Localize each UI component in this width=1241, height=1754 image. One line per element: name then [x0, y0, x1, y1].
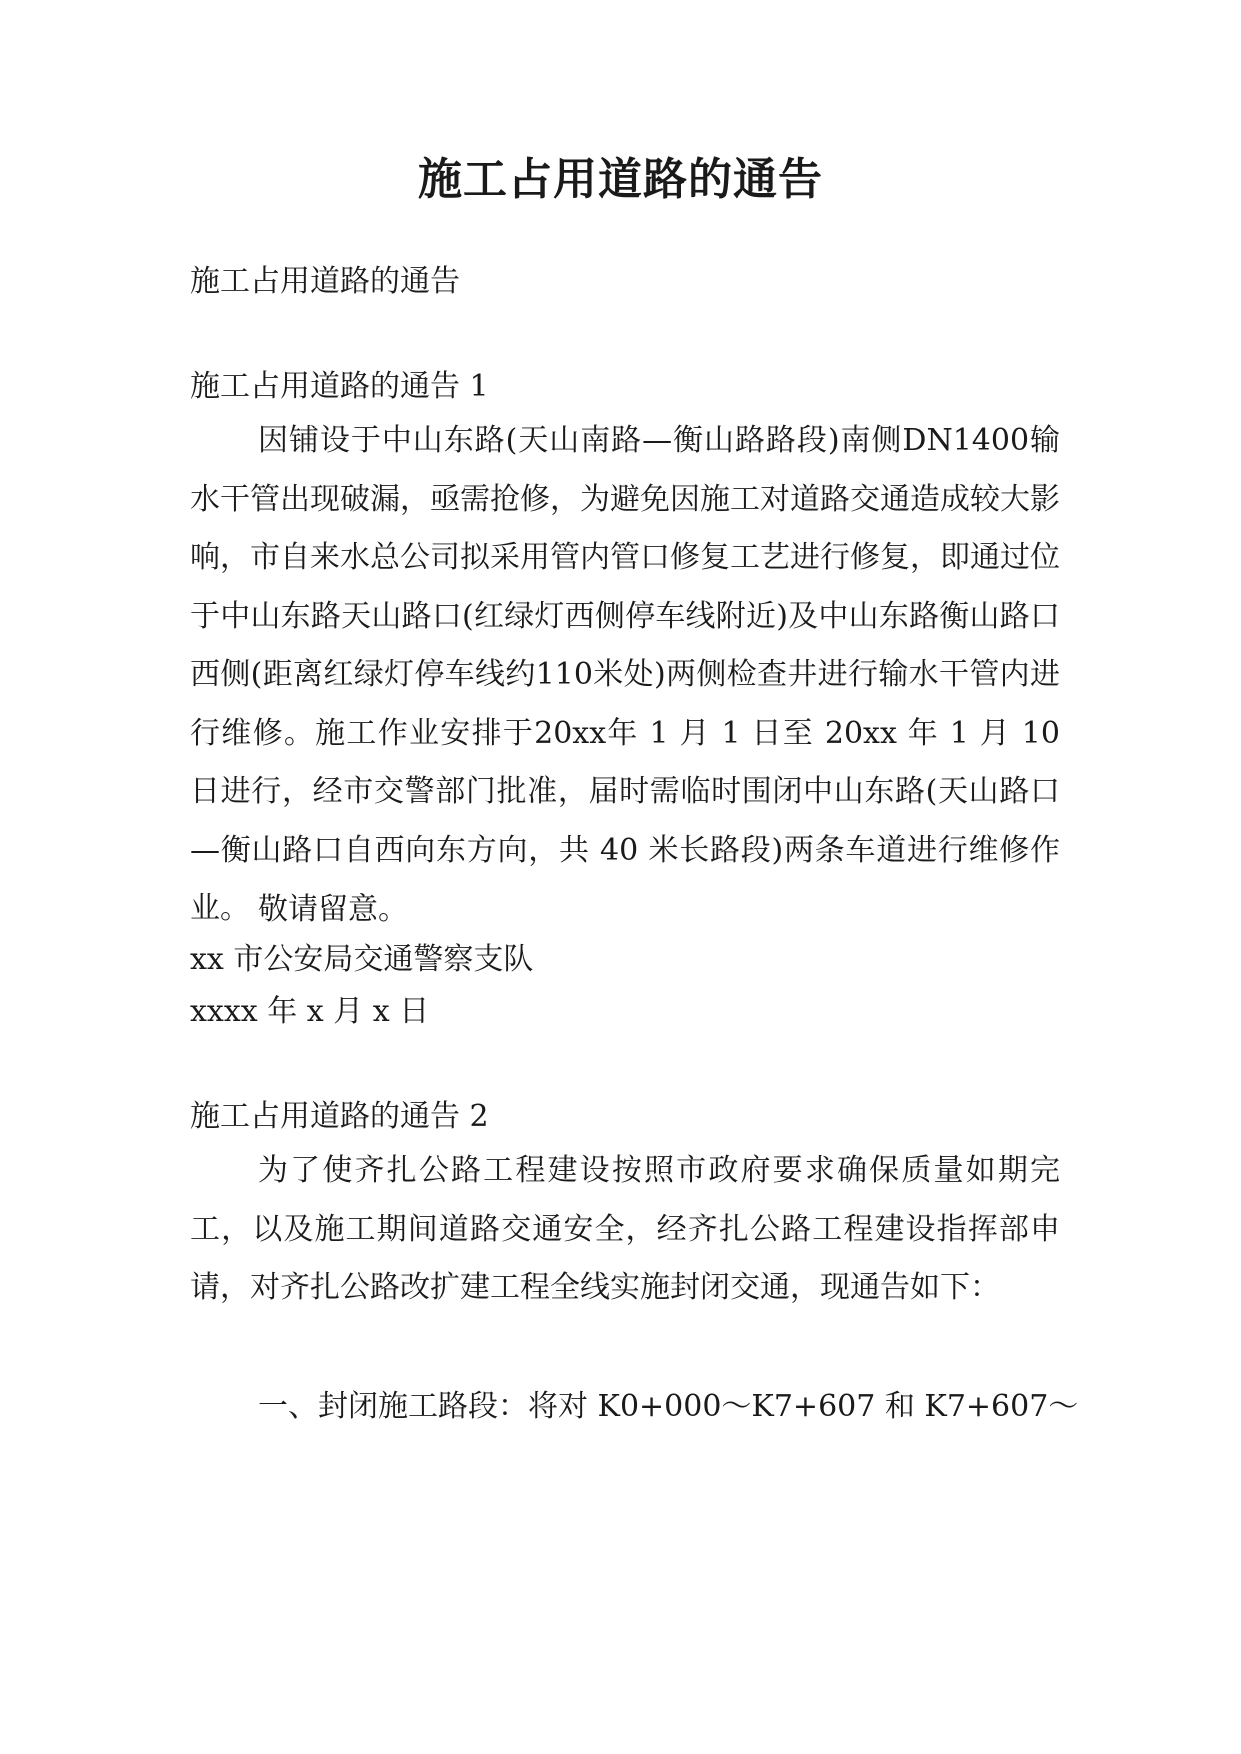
section-1-heading: 施工占用道路的通告 1 [190, 369, 489, 404]
section-2-item-1: 一、封闭施工路段：将对 K0+000～K7+607 和 K7+607～ [258, 1389, 1079, 1424]
section-2-heading: 施工占用道路的通告 2 [190, 1099, 489, 1134]
document-subtitle: 施工占用道路的通告 [190, 264, 460, 299]
section-2-paragraph: 为了使齐扎公路工程建设按照市政府要求确保质量如期完工，以及施工期间道路交通安全，经齐扎公路工程建设指挥部申请，对齐扎公路改扩建工程全线实施封闭交通，现通告如下： [190, 1153, 1060, 1305]
section-1-closing: 敬请留意。 [258, 892, 408, 927]
section-1-date: xxxx 年 x 月 x 日 [190, 994, 430, 1029]
section-1-paragraph: 因铺设于中山东路(天山南路—衡山路路段)南侧DN1400输水干管出现破漏，亟需抢修，为避免因施工对道路交通造成较大影响，市自来水总公司拟采用管内管口修复工艺进行修复，即通过位于中山东路天山路口(红绿灯西侧停车线附近)及中山东路衡山路口西侧(距离红绿灯停车线约110米处)两侧检查井进行输水干管内进行维修。施工作业安排于20xx年 1 月 1 日至 20xx 年 1 月 10 日进行，经市交警部门批准，届时需临时围闭中山东路(天山路口—衡山路口自西向东方向，共 40 米长路段)两条车道进行维修作业。 [190, 423, 1060, 926]
document-title: 施工占用道路的通告 [418, 154, 823, 205]
section-1-issuer: xx 市公安局交通警察支队 [190, 942, 534, 977]
